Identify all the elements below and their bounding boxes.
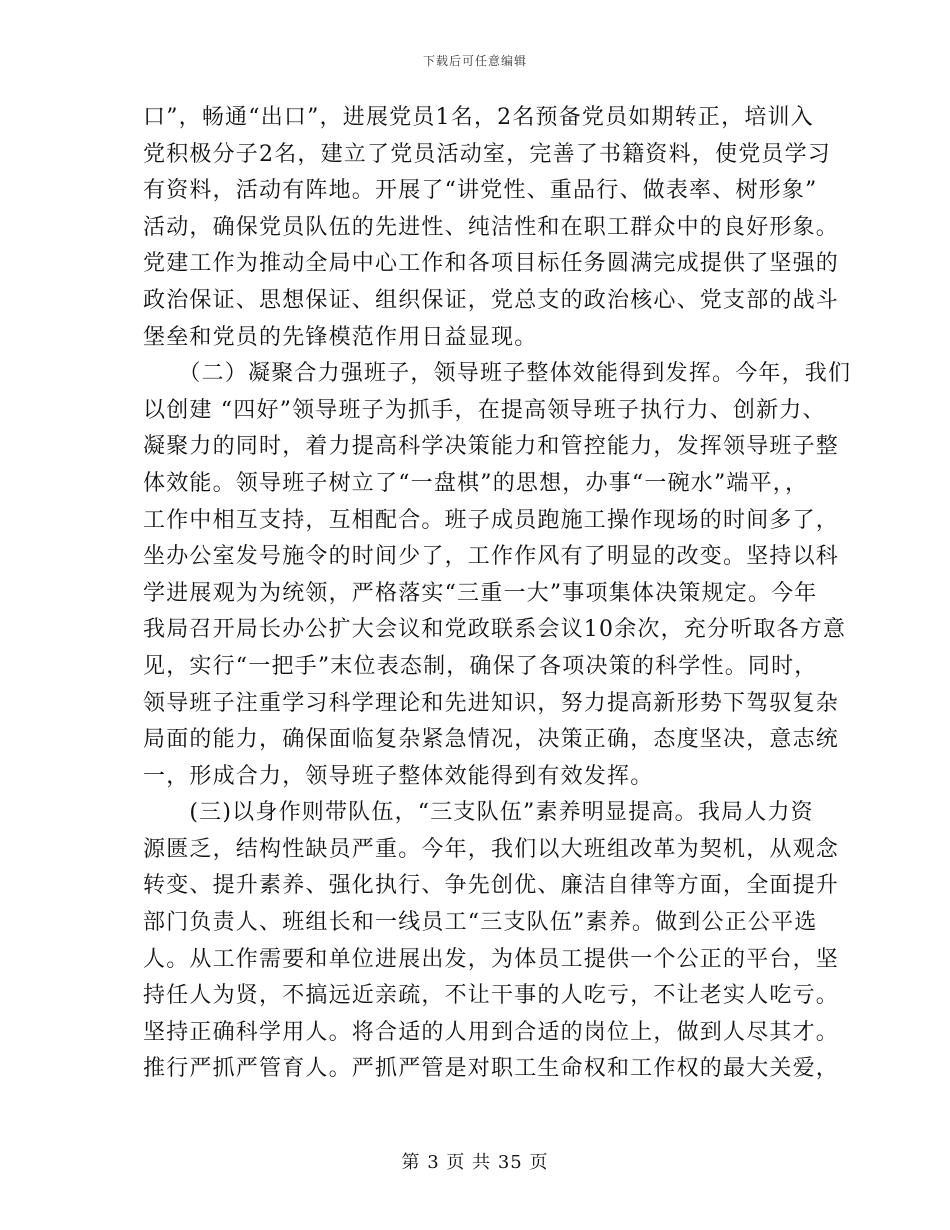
page-header: 下载后可任意编辑: [422, 54, 527, 68]
text-line: 有资料，活动有阵地。开展了“讲党性、重品行、做表率、树形象”: [143, 178, 818, 204]
section-heading-line: （二）凝聚合力强班子，领导班子整体效能得到发挥。今年，我们: [143, 361, 852, 387]
text-line: 政治保证、思想保证、组织保证，党总支的政治核心、党支部的战斗: [143, 287, 840, 313]
page-number: 第 3 页 共 35 页: [401, 1152, 549, 1173]
section-heading-line: (三)以身作则带队伍，“三支队伍”素养明显提高。我局人力资: [143, 800, 814, 826]
text-line: 局面的能力，确保面临复杂紧急情况，决策正确，态度坚决，意志统: [143, 727, 840, 753]
text-line: 工作中相互支持，互相配合。班子成员跑施工操作现场的时间多了，: [143, 507, 840, 533]
text-line: 源匮乏，结构性缺员严重。今年，我们以大班组改革为契机，从观念: [143, 836, 840, 862]
text-line: 我局召开局长办公扩大会议和党政联系会议10余次，充分听取各方意: [143, 617, 847, 643]
text-line: 活动，确保党员队伍的先进性、纯洁性和在职工群众中的良好形象。: [143, 214, 840, 240]
text-line: 党积极分子2名，建立了党员活动室，完善了书籍资料，使党员学习: [143, 141, 831, 167]
text-line: 党建工作为推动全局中心工作和各项目标任务圆满完成提供了坚强的: [143, 251, 840, 277]
text-line: 口”，畅通“出口”，进展党员1名，2名预备党员如期转正，培训入: [143, 105, 814, 130]
text-line: 推行严抓严管育人。严抓严管是对职工生命权和工作权的最大关爱，: [143, 1056, 840, 1082]
text-line: 坚持正确科学用人。将合适的人用到合适的岗位上，做到人尽其才。: [143, 1019, 840, 1045]
text-line: 堡垒和党员的先锋模范作用日益显现。: [143, 324, 538, 350]
text-line: 人。从工作需要和单位进展出发，为体员工提供一个公正的平台，坚: [143, 946, 840, 972]
text-line: 部门负责人、班组长和一线员工“三支队伍”素养。做到公正公平选: [143, 910, 818, 936]
text-line: 持任人为贤，不搞远近亲疏，不让干事的人吃亏，不让老实人吃亏。: [143, 983, 840, 1009]
text-line: 体效能。领导班子树立了“一盘棋”的思想，办事“一碗水”端平，，: [143, 470, 809, 496]
text-line: 见，实行“一把手”末位表态制，确保了各项决策的科学性。同时，: [143, 653, 818, 679]
text-line: 学进展观为为统领，严格落实“三重一大”事项集体决策规定。今年: [143, 580, 818, 606]
text-line: 领导班子注重学习科学理论和先进知识，努力提高新形势下驾驭复杂: [143, 690, 840, 716]
text-line: 转变、提升素养、强化执行、争先创优、廉洁自律等方面，全面提升: [143, 873, 840, 899]
document-body: [143, 100, 852, 1088]
text-line: 以创建 “四好”领导班子为抓手，在提高领导班子执行力、创新力、: [143, 397, 826, 423]
text-line: 凝聚力的同时，着力提高科学决策能力和管控能力，发挥领导班子整: [143, 434, 840, 460]
text-line: 一，形成合力，领导班子整体效能得到有效发挥。: [143, 763, 654, 789]
text-line: 坐办公室发号施令的时间少了，工作作风有了明显的改变。坚持以科: [143, 544, 840, 570]
